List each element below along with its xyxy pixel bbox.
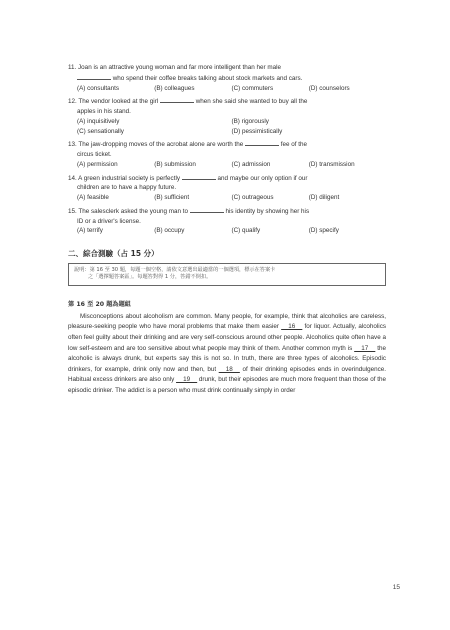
question-stem: 12. The vendor looked at the girl when she said she wanted to buy all the <box>68 98 308 106</box>
section-title: 二、綜合測驗（占 15 分） <box>68 249 159 258</box>
answer-blank <box>190 206 224 213</box>
instruction-line: 說明：第 16 至 30 題，每題一個空格，請依文意選出最適當的一個選項，標示在答案卡 <box>74 266 276 273</box>
question-13 <box>68 139 386 169</box>
question-11 <box>68 63 386 93</box>
option: (B) rigorously <box>231 117 269 125</box>
option: (A) permission <box>77 160 118 168</box>
option: (B) colleagues <box>154 84 195 92</box>
option: (C) sensationally <box>77 127 124 135</box>
option: (D) specify <box>308 227 339 235</box>
option: (A) terrify <box>77 227 103 235</box>
exam-page <box>68 63 386 396</box>
option: (C) outrageous <box>231 194 274 201</box>
option: (D) counselors <box>308 84 350 92</box>
option: (D) diligent <box>308 194 340 201</box>
answer-blank <box>77 73 111 80</box>
cloze-blank-18: __18__ <box>218 365 240 373</box>
option: (A) feasible <box>77 194 109 201</box>
answer-blank <box>182 173 216 180</box>
question-stem: 11. Joan is an attractive young woman and far more intelligent than her male <box>68 64 282 71</box>
option: (A) inquisitively <box>77 117 120 125</box>
cloze-blank-19: __19__ <box>176 376 198 384</box>
question-12 <box>68 96 386 136</box>
question-continuation: circus ticket. <box>77 151 112 158</box>
question-continuation: children are to have a happy future. <box>77 184 177 192</box>
option: (B) submission <box>154 160 196 168</box>
option: (D) pessimistically <box>231 127 283 135</box>
option-list <box>68 226 386 236</box>
answer-blank <box>245 139 279 146</box>
option-list <box>68 84 386 94</box>
passage-title: 第 16 至 20 題為題組 <box>68 301 131 309</box>
passage-text: Misconceptions about alcoholism are common. Many people, for example, think that alcoholics are careless, pleasure-seeking people who have moral problems that make them easier __16__ for liquor. Actually, alcoholics often feel guilty about their drinking and are very self-conscious around other people. Alcoholics quite often have a low self-esteem and are too sensitive about what people may think of them. Another common myth is __17__ the alcoholic is always drunk, but experts say this is not so. In truth, there are three types of alcoholics. Episodic drinkers, for example, drink only now and then, but __18__ of their drinking episodes ends in overindulgence. Habitual excess drinkers are also only __19__ drunk, but their episodes are much more frequent than those of the episodic drinker. The addict is a person who must drink continually simply in order <box>68 312 387 394</box>
question-continuation: ID or a driver's license. <box>77 217 141 225</box>
answer-blank <box>160 96 194 103</box>
question-stem: 15. The salesclerk asked the young man to his identity by showing her his <box>68 207 310 215</box>
question-stem: 14. A green industrial society is perfectly and maybe our only option if our <box>68 174 308 182</box>
option: (C) qualify <box>231 227 261 235</box>
cloze-blank-16: __16__ <box>281 323 303 331</box>
option: (B) sufficient <box>154 194 190 201</box>
cloze-blank-17: __17__ <box>354 344 376 352</box>
question-14 <box>68 173 386 203</box>
question-continuation: apples in his stand. <box>77 108 131 115</box>
option-list <box>68 160 386 170</box>
option: (A) consultants <box>77 84 119 92</box>
option-list <box>68 193 386 203</box>
option: (C) admission <box>231 160 271 168</box>
option: (D) transmission <box>308 160 355 168</box>
option-list <box>68 117 386 137</box>
question-stem: 13. The jaw-dropping moves of the acrobat alone are worth the fee of the <box>68 141 308 149</box>
page-number: 15 <box>392 584 400 591</box>
option: (B) occupy <box>154 227 185 235</box>
question-15 <box>68 206 386 236</box>
question-continuation: who spend their coffee breaks talking about stock markets and cars. <box>68 73 386 84</box>
instruction-box <box>68 263 386 287</box>
option: (C) commuters <box>231 84 274 92</box>
instruction-line: 之「選擇題答案區」。每題答對得 1 分，答錯不倒扣。 <box>88 274 212 281</box>
